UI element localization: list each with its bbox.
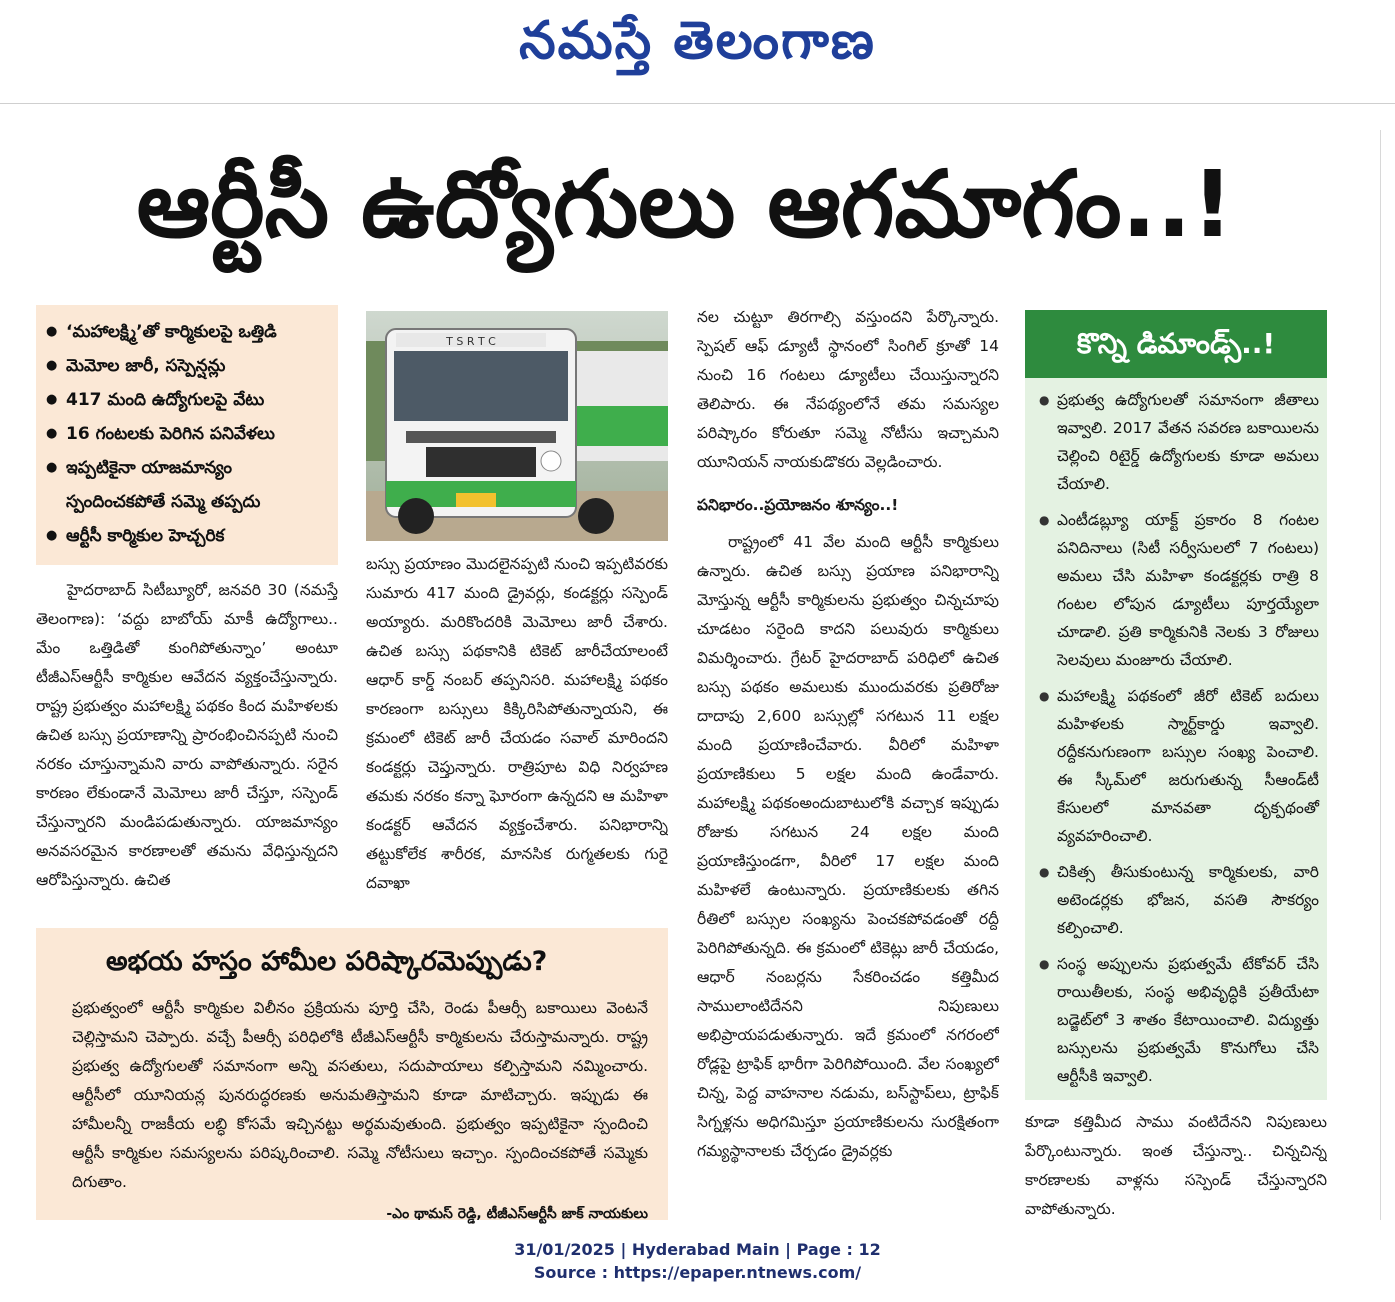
article-paragraph: నల చుట్టూ తిరగాల్సి వస్తుందని పేర్కొన్నారు. స్పెషల్ ఆఫ్ డ్యూటీ స్థానంలో సింగిల్ క్రూతో 14 నుంచి 16 గంటలు డ్యూటీలు చేయిస్తున్నారని తెలిపారు. ఈ నేపథ్యంలోనే తమ సమస్యల పరిష్కారం కోరుతూ సమ్మె నోటీసు ఇచ్చామని యూనియన్ నాయకుడొకరు వెల్లడించారు.: [697, 308, 999, 471]
article-paragraph: హైదరాబాద్ సిటీబ్యూరో, జనవరి 30 (నమస్తే తెలంగాణ): ‘వద్దు బాబోయ్ మాకీ ఉద్యోగాలు.. మేం ఒత్తిడితో కుంగిపోతున్నాం’ అంటూ టీజీఎస్ఆర్టీసీ కార్మికుల ఆవేదన వ్యక్తంచేస్తున్నారు. రాష్ట్ర ప్రభుత్వం మహాలక్ష్మి పథకం కింద మహిళలకు ఉచిత బస్సు ప్రయాణాన్ని ప్రారంభించినప్పటి నుంచి నరకం చూస్తున్నామని వారు వాపోతున్నారు. సరైన కారణం లేకుండానే మెమోలు జారీ చేస్తూ, సస్పెండ్ చేస్తున్నారని మండిపడుతున్నారు. యాజమాన్యం అనవసరమైన కారణాలతో తమను వేధిస్తున్నదని ఆరోపిస్తున్నారు. ఉచిత: [36, 581, 338, 889]
masthead-divider: [0, 103, 1395, 104]
demand-item: ● ప్రభుత్వ ఉద్యోగులతో సమానంగా జీతాలు ఇవ్వాలి. 2017 వేతన సవరణ బకాయిలను చెల్లించి రిటైర్డ్ ఉద్యోగులకు కూడా అమలు చేయాలి.: [1039, 386, 1319, 498]
page-footer: [0, 1238, 1395, 1284]
masthead: [0, 0, 1395, 100]
bus-label: T S R T C: [446, 335, 496, 348]
article-column-2: [366, 550, 668, 914]
highlight-item: ● 16 గంటలకు పెరిగిన పనివేళలు: [46, 417, 332, 451]
quote-box-title: అభయ హస్తం హామీల పరిష్కారమెప్పుడు?: [106, 946, 548, 977]
demands-title: కొన్ని డిమాండ్స్..!: [1025, 310, 1327, 378]
highlight-item: ● మెమోల జారీ, సస్పెన్షన్లు: [46, 349, 332, 383]
demand-item: ● ఎంటీడబ్ల్యూ యాక్ట్ ప్రకారం 8 గంటల పనిదినాలు (సిటీ సర్వీసులలో 7 గంటలు) అమలు చేసి మహిళా కండక్టర్లకు రాత్రి 8 గంటల లోపున డ్యూటీలు పూర్తయ్యేలా చూడాలి. ప్రతి కార్మికునికి నెలకు 3 రోజులు సెలవులు మంజూరు చేయాలి.: [1039, 506, 1319, 674]
highlights-box: [36, 305, 338, 565]
footer-date-edition: 31/01/2025 | Hyderabad Main | Page : 12: [514, 1240, 881, 1259]
highlight-item: ● ‘మహాలక్ష్మి’తో కార్మికులపై ఒత్తిడి: [46, 315, 332, 349]
highlight-item: ● ఆర్టీసీ కార్మికుల హెచ్చరిక: [46, 519, 332, 553]
demand-item: ● మహాలక్ష్మి పథకంలో జీరో టికెట్ బదులు మహిళలకు స్మార్ట్‌కార్డు ఇవ్వాలి. రద్దీకనుగుణంగా బస్సుల సంఖ్య పెంచాలి. ఈ స్కీమ్‌లో జరుగుతున్న సీఆండ్‌టీ కేసులలో మానవతా దృక్పథంతో వ్యవహరించాలి.: [1039, 682, 1319, 850]
quote-box: [36, 928, 668, 1220]
highlight-item: ● 417 మంది ఉద్యోగులపై వేటు: [46, 383, 332, 417]
article-paragraph: కూడా కత్తిమీద సాము వంటిదేనని నిపుణులు పేర్కొంటున్నారు. ఇంత చేస్తున్నా.. చిన్నచిన్న కారణాలకు వాళ్లను సస్పెండ్ చేస్తున్నారని వాపోతున్నారు.: [1025, 1113, 1327, 1218]
adjacent-article-edge: [1380, 130, 1395, 1220]
highlight-item: ● ఇప్పటికైనా యాజమాన్యం స్పందించకపోతే సమ్మె తప్పదు: [46, 451, 332, 519]
subheading: పనిభారం..ప్రయోజనం శూన్యం..!: [697, 496, 899, 514]
quote-signature: -ఎం థామస్ రెడ్డి, టీజీఎస్ఆర్టీసీ జాక్ నాయకులు: [386, 1206, 648, 1222]
demand-item: ● చికిత్స తీసుకుంటున్న కార్మికులకు, వారి అటెండర్లకు భోజన, వసతి సౌకర్యం కల్పించాలి.: [1039, 858, 1319, 942]
headline: ఆర్టీసీ ఉద్యోగులు ఆగమాగం..!: [136, 151, 1234, 258]
bus-photo: [366, 311, 668, 541]
bus-illustration: [366, 311, 668, 541]
article-column-3: [697, 303, 999, 1223]
demand-item: ● సంస్థ అప్పులను ప్రభుత్వమే టేకోవర్ చేసి రాయితీలకు, సంస్థ అభివృద్ధికి ప్రతీయేటా బడ్జెట్‌లో 3 శాతం కేటాయించాలి. విద్యుత్తు బస్సులను ప్రభుత్వమే కొనుగోలు చేసి ఆర్టీసీకి ఇవ్వాలి.: [1039, 950, 1319, 1090]
quote-box-body: ప్రభుత్వంలో ఆర్టీసీ కార్మికుల విలీనం ప్రక్రియను పూర్తి చేసి, రెండు పీఆర్సీ బకాయిలు వెంటనే చెల్లిస్తామని చెప్పారు. వచ్చే పీఆర్సీ పరిధిలోకి టీజీఎస్ఆర్టీసీ కార్మికులను చేరుస్తామన్నారు. రాష్ట్ర ప్రభుత్వ ఉద్యోగులతో సమానంగా అన్ని వసతులు, సదుపాయాలు కల్పిస్తామని నమ్మించారు. ఆర్టీసీలో యూనియన్ల పునరుద్ధరణకు అనుమతిస్తామని కూడా మాటిచ్చారు. ఇప్పుడు ఈ హామీలన్నీ రాజకీయ లబ్ధి కోసమే ఇచ్చినట్టు అర్థమవుతుంది. ప్రభుత్వం ఇప్పటికైనా స్పందించి ఆర్టీసీ కార్మికుల సమస్యలను పరిష్కరించాలి. సమ్మె నోటీసులు ఇచ్చాం. స్పందించకపోతే సమ్మెకు దిగుతాం.: [72, 999, 648, 1191]
article-column-1: [36, 576, 338, 914]
demands-box: [1025, 310, 1327, 1100]
article-paragraph: బస్సు ప్రయాణం మొదలైనప్పటి నుంచి ఇప్పటివరకు సుమారు 417 మంది డ్రైవర్లు, కండక్టర్లు సస్పెండ్ అయ్యారు. మరికొందరికి మెమోలు జారీ చేశారు. ఉచిత బస్సు పథకానికి టికెట్ జారీచేయాలంటే ఆధార్ కార్డ్ నంబర్ తప్పనిసరి. మహాలక్ష్మి పథకం కారణంగా బస్సులు కిక్కిరిసిపోతున్నాయని, ఈ క్రమంలో టికెట్ జారీ చేయడం సవాల్ మారిందని కండక్టర్లు చెప్తున్నారు. రాత్రిపూట విధి నిర్వహణ తమకు నరకం కన్నా ఘోరంగా ఉన్నదని ఆ మహిళా కండక్టర్ ఆవేదన వ్యక్తంచేశారు. పనిభారాన్ని తట్టుకోలేక శారీరక, మానసిక రుగ్మతలకు గురై దవాఖా: [366, 555, 668, 892]
article-column-4: [1025, 1108, 1327, 1220]
footer-source-link[interactable]: Source : https://epaper.ntnews.com/: [533, 1263, 862, 1282]
article-paragraph: రాష్ట్రంలో 41 వేల మంది ఆర్టీసీ కార్మికులు ఉన్నారు. ఉచిత బస్సు ప్రయాణ పనిభారాన్ని మోస్తున్న ఆర్టీసీ కార్మికులను ప్రభుత్వం చిన్నచూపు చూడటం సరైంది కాదని పలువురు కార్మికులు విమర్శించారు. గ్రేటర్ హైదరాబాద్ పరిధిలో ఉచిత బస్సు పథకం అమలుకు ముందువరకు ప్రతిరోజు దాదాపు 2,600 బస్సుల్లో సగటున 11 లక్షల మంది ప్రయాణించేవారు. వీరిలో మహిళా ప్రయాణికులు 5 లక్షల మంది ఉండేవారు. మహాలక్ష్మి పథకంఅందుబాటులోకి వచ్చాక ఇప్పుడు రోజుకు సగటున 24 లక్షల మంది ప్రయాణిస్తుండగా, వీరిలో 17 లక్షల మంది మహిళలే ఉంటున్నారు. ప్రయాణికులకు తగిన రీతిలో బస్సుల సంఖ్యను పెంచకపోవడంతో రద్దీ పెరిగిపోతున్నది. ఈ క్రమంలో టికెట్లు జారీ చేయడం, ఆధార్ నంబర్లను సేకరించడం కత్తిమీద సాములాంటిదేనని నిపుణులు అభిప్రాయపడుతున్నారు. ఇదే క్రమంలో నగరంలో రోడ్లపై ట్రాఫిక్ భారీగా పెరిగిపోయింది. వేల సంఖ్యలో చిన్న, పెద్ద వాహనాల నడుమ, బస్‌స్టాప్‌లు, ట్రాఫిక్ సిగ్నళ్లను అధిగమిస్తూ ప్రయాణికులను సురక్షితంగా గమ్యస్థానాలకు చేర్చడం డ్రైవర్లకు: [697, 533, 999, 1160]
masthead-logo: నమస్తే తెలంగాణ: [519, 10, 876, 71]
